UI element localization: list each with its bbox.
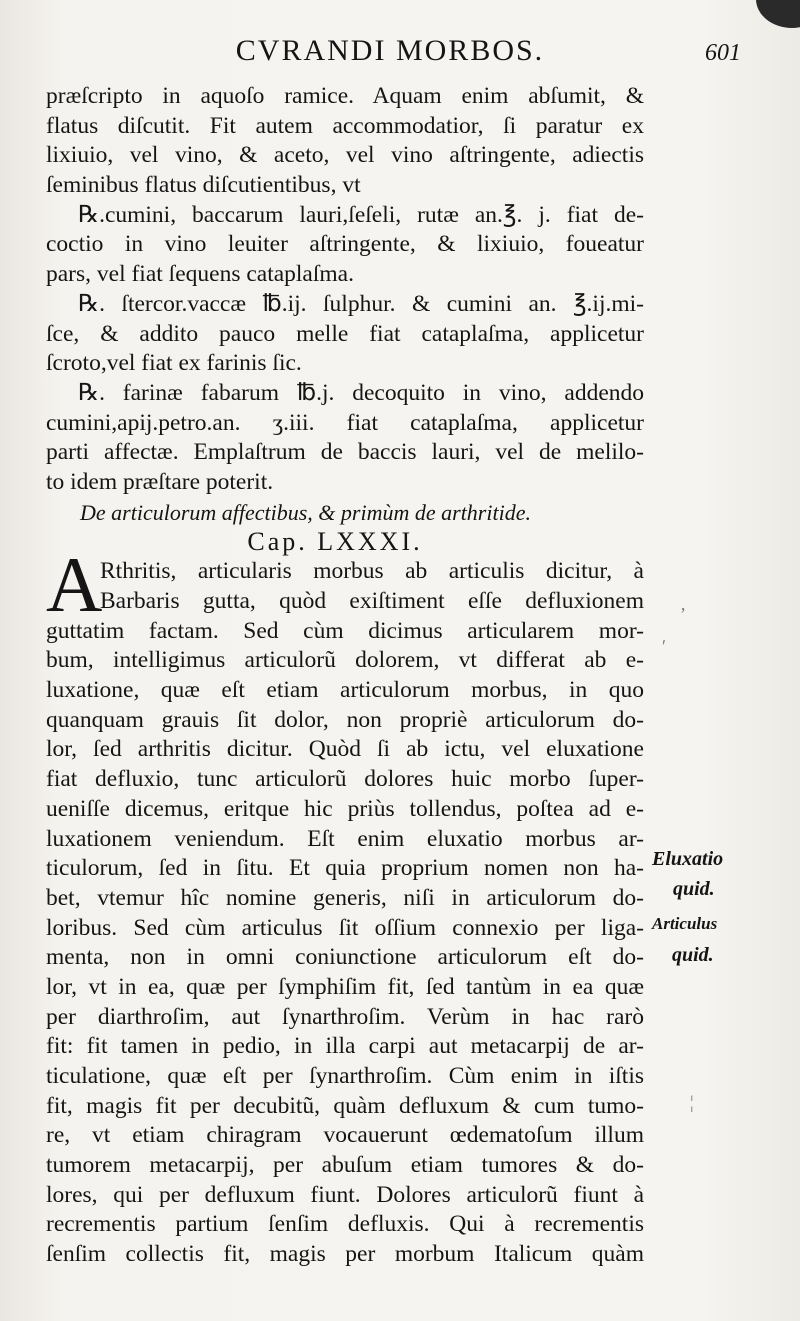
text-line: tumorem metacarpij, per abuſum etiam tumores & do- — [46, 1152, 644, 1179]
margin-note-quid: quid. — [673, 878, 715, 900]
text-line: lixiuio, vel vino, & aceto, vel vino aſtringente, adiectis — [46, 142, 644, 169]
text-line: fiat defluxio, tunc articulorũ dolores huic morbo ſuper- — [46, 766, 644, 793]
text-line: guttatim factam. Sed cùm dicimus articularem mor- — [46, 617, 644, 644]
drop-cap: A — [46, 541, 103, 628]
section-title: De articulorum affectibus, & primùm de arthritide. — [80, 499, 531, 525]
text-line: luxatione, quæ eſt etiam articulorum morbus, in quo — [46, 677, 644, 704]
recipe-line: ℞.cumini, baccarum lauri,ſeſeli, rutæ an.℥. j. fiat de- — [78, 201, 644, 228]
recipe-line: to idem præſtare poterit. — [46, 468, 274, 495]
text-line: re, vt etiam chiragram vocauerunt œdematoſum illum — [46, 1122, 644, 1149]
text-line: Rthritis, articularis morbus ab articulis dicitur, à — [100, 558, 644, 585]
text-line: luxationem veniendum. Eſt enim eluxatio morbus ar- — [46, 825, 644, 852]
recipe-line: parti affectæ. Emplaſtrum de baccis lauri, vel de melilo- — [46, 439, 644, 466]
text-line: menta, non in omni coniunctione articulorum eſt do- — [46, 944, 644, 971]
text-line: lores, qui per defluxum fiunt. Dolores articulorũ fiunt à — [46, 1181, 644, 1208]
chapter-heading: Cap. LXXXI. — [247, 527, 423, 557]
text-line: fit, magis fit per decubitũ, quàm defluxum & cum tumo- — [46, 1092, 644, 1119]
recipe-line: ℞. ſtercor.vaccæ ℔.ij. ſulphur. & cumini an. ℥.ij.mi- — [78, 290, 644, 317]
text-line: flatus diſcutit. Fit autem accommodatior, ſi paratur ex — [46, 112, 644, 139]
text-line: lor, ſed arthritis dicitur. Quòd ſi ab ictu, vel eluxatione — [46, 736, 644, 763]
text-block — [46, 82, 644, 1270]
text-line: Barbaris gutta, quòd exiſtiment eſſe defluxionem — [100, 588, 644, 614]
running-head: CVRANDI MORBOS. — [235, 34, 545, 67]
text-line: per diarthroſim, aut ſynarthroſim. Verùm in hac rarò — [46, 1003, 644, 1030]
text-line: ticulatione, quæ eſt per ſynarthroſim. Cùm enim in iſtis — [46, 1063, 644, 1089]
recipe-line: ſce, & addito pauco melle fiat cataplaſma, applicetur — [46, 320, 644, 347]
page-corner-shadow — [756, 0, 800, 28]
text-line: recrementis partium ſenſim defluxis. Qui à recrementis — [46, 1211, 644, 1238]
recipe-line: ſcroto,vel fiat ex farinis ſic. — [46, 350, 302, 377]
recipe-line: pars, vel fiat ſequens cataplaſma. — [46, 261, 354, 288]
text-line: bum, intelligimus articulorũ dolorem, vt differat ab e- — [46, 647, 644, 674]
text-line: ueniſſe dicemus, eritque hic priùs tollendus, poſtea ad e- — [46, 795, 644, 822]
text-line: ſenſim collectis fit, magis per morbum Italicum quàm — [46, 1241, 644, 1268]
text-line: præſcripto in aquoſo ramice. Aquam enim abſumit, & — [46, 83, 644, 109]
margin-speck: ʹ — [662, 636, 666, 656]
page-number: 601 — [705, 40, 741, 66]
text-line: bet, vtemur hîc nomine generis, niſi in articulorum do- — [46, 884, 644, 911]
text-line: ſeminibus flatus diſcutientibus, vt — [46, 172, 361, 199]
margin-speck: ¦ — [690, 1092, 694, 1112]
recipe-line: coctio in vino leuiter aſtringente, & lixiuio, foueatur — [46, 231, 644, 258]
text-line: quanquam grauis ſit dolor, non propriè articulorum do- — [46, 706, 644, 733]
recipe-line: ℞. farinæ fabarum ℔.j. decoquito in vino, addendo — [78, 379, 644, 406]
margin-note-eluxatio: Eluxatio — [652, 848, 724, 870]
text-line: loribus. Sed cùm articulus ſit oſſium connexio per liga- — [46, 914, 644, 941]
margin-note-quid: quid. — [672, 944, 714, 966]
margin-note-articulus: Articulus — [652, 914, 718, 933]
recipe-line: cumini,apij.petro.an. ʒ.iii. fiat cataplaſma, applicetur — [46, 409, 644, 436]
text-line: ticulorum, ſed in ſitu. Et quia proprium nomen non ha- — [46, 855, 644, 882]
margin-speck: ‚ — [680, 594, 686, 614]
text-line: lor, vt in ea, quæ per ſymphiſim fit, ſed tantùm in ea quæ — [46, 973, 644, 1000]
text-line: fit: fit tamen in pedio, in illa carpi aut metacarpij de ar- — [46, 1033, 644, 1060]
